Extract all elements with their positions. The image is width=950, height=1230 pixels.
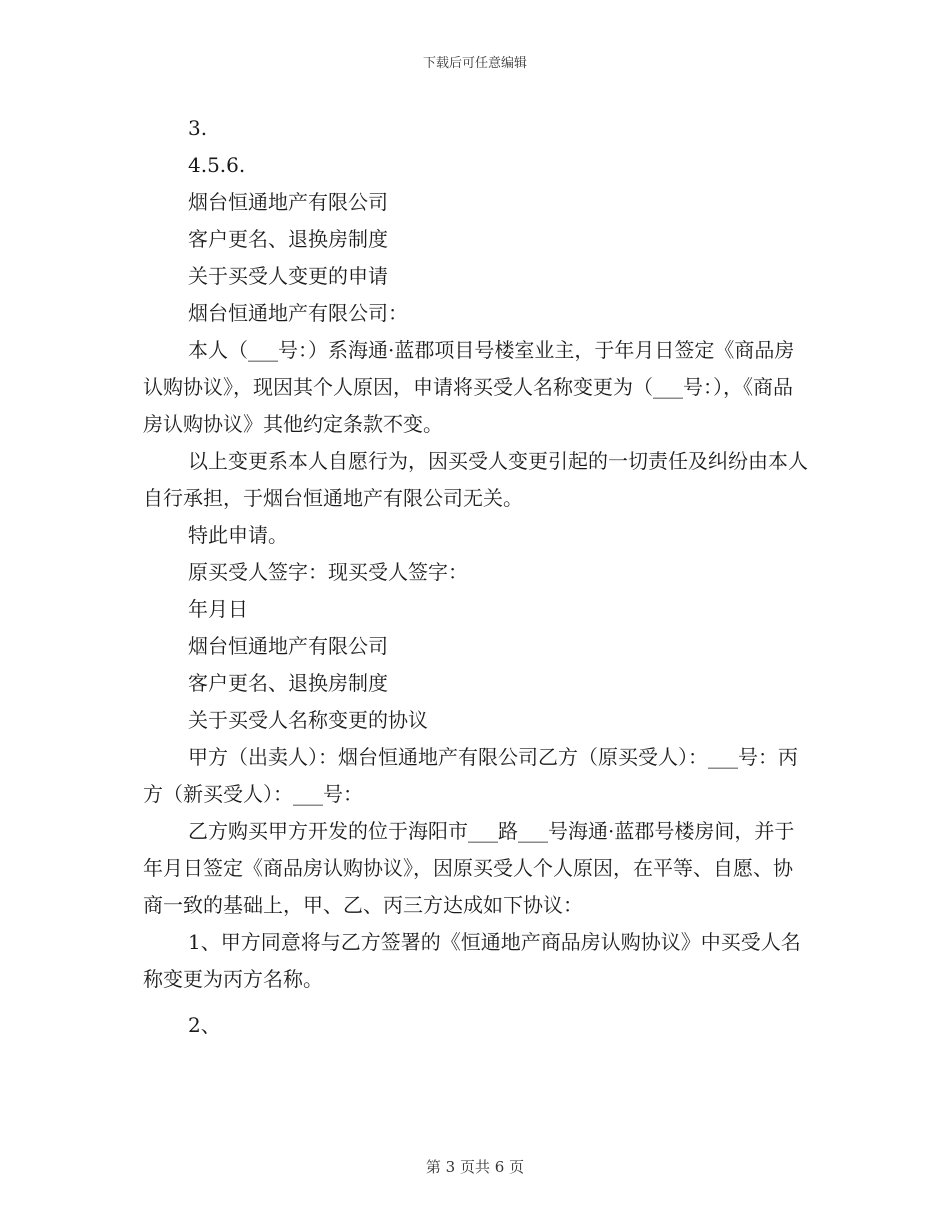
closing-phrase: 特此申请。 [188,523,288,547]
addressee: 烟台恒通地产有限公司： [188,301,408,325]
signature-line: 原买受人签字：现买受人签字： [188,560,468,584]
date-line: 年月日 [188,597,248,621]
policy-title: 客户更名、退换房制度 [188,227,388,251]
liability-statement: 以上变更系本人自愿行为，因买受人变更引起的一切责任及纠纷由本人自行承担，于烟台恒通地产有限公司无关。 [143,449,808,510]
parties-line: 甲方（出卖人）：烟台恒通地产有限公司乙方（原买受人）：___号：丙方（新买受人）：___号： [143,745,798,806]
application-title: 关于买受人变更的申请 [188,264,388,288]
page-footer: 第 3 页共 6 页 [425,1158,525,1176]
paragraph-list-numbers-4-5-6: 4.5.6. [188,153,246,177]
agreement-title: 关于买受人名称变更的协议 [188,708,428,732]
document-body [143,110,810,1044]
application-body: 本人（___号：）系海通·蓝郡项目号楼室业主，于年月日签定《商品房认购协议》，现因其个人原因，申请将买受人名称变更为（___号：），《商品房认购协议》其他约定条款不变。 [143,338,795,436]
clause-1: 1、甲方同意将与乙方签署的《恒通地产商品房认购协议》中买受人名称变更为丙方名称。 [143,930,801,991]
policy-title-2: 客户更名、退换房制度 [188,671,388,695]
clause-2: 2、 [188,1013,221,1037]
page-header: 下载后可任意编辑 [422,56,527,71]
paragraph-list-number-3: 3. [188,116,208,140]
company-name: 烟台恒通地产有限公司 [188,190,388,214]
company-name-2: 烟台恒通地产有限公司 [188,634,388,658]
agreement-preamble: 乙方购买甲方开发的位于海阳市___路___号海通·蓝郡号楼房间，并于年月日签定《商品房认购协议》，因原买受人个人原因，在平等、自愿、协商一致的基础上，甲、乙、丙三方达成如下协议： [143,819,795,917]
